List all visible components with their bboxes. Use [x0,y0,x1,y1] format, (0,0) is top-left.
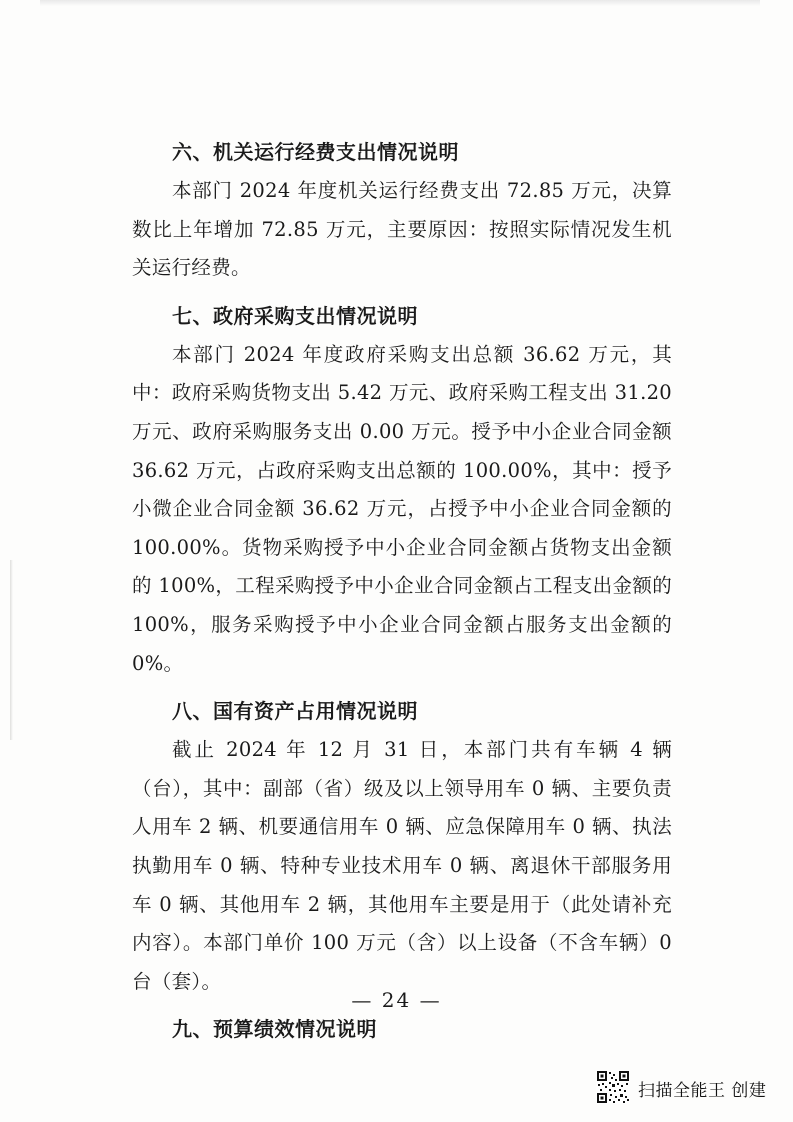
section-heading-6: 六、机关运行经费支出情况说明 [172,140,459,164]
scan-edge-shadow [40,0,760,6]
page-number: — 24 — [351,988,442,1012]
section-6-paragraph: 本部门 2024 年度机关运行经费支出 72.85 万元，决算数比上年增加 72.85 万元，主要原因：按照实际情况发生机关运行经费。 [132,179,672,280]
section-8-paragraph: 截止 2024 年 12 月 31 日，本部门共有车辆 4 辆（台），其中：副部（省）级及以上领导用车 0 辆、主要负责人用车 2 辆、机要通信用车 0 辆、应急保障用车 0 辆、执法执勤用车 0 辆、特种专业技术用车 0 辆、离退休干部服务用车 0 辆、其他用车 2 辆，其他用车主要是用于（此处请补充内容）。本部门单价 100 万元（含）以上设备（不含车辆）0 台（套）。 [132,738,672,993]
scan-edge-shadow-left [10,560,13,740]
section-7-paragraph: 本部门 2024 年度政府采购支出总额 36.62 万元，其中：政府采购货物支出 5.42 万元、政府采购工程支出 31.20 万元、政府采购服务支出 0.00 万元。授予中小企业合同金额 36.62 万元，占政府采购支出总额的 100.00%，其中：授予小微企业合同金额 36.62 万元，占授予中小企业合同金额的 100.00%。货物采购授予中小企业合同金额占货物支出金额的 100%，工程采购授予中小企业合同金额占工程支出金额的 100%，服务采购授予中小企业合同金额占服务支出金额的 0%。 [132,342,672,675]
document-body [132,130,672,1049]
section-heading-7: 七、政府采购支出情况说明 [172,303,418,328]
scanner-watermark-text: 扫描全能王 创建 [638,1081,767,1101]
section-heading-8: 八、国有资产占用情况说明 [172,699,418,724]
section-heading-9: 九、预算绩效情况说明 [172,1017,377,1042]
qr-code-icon [596,1070,630,1104]
